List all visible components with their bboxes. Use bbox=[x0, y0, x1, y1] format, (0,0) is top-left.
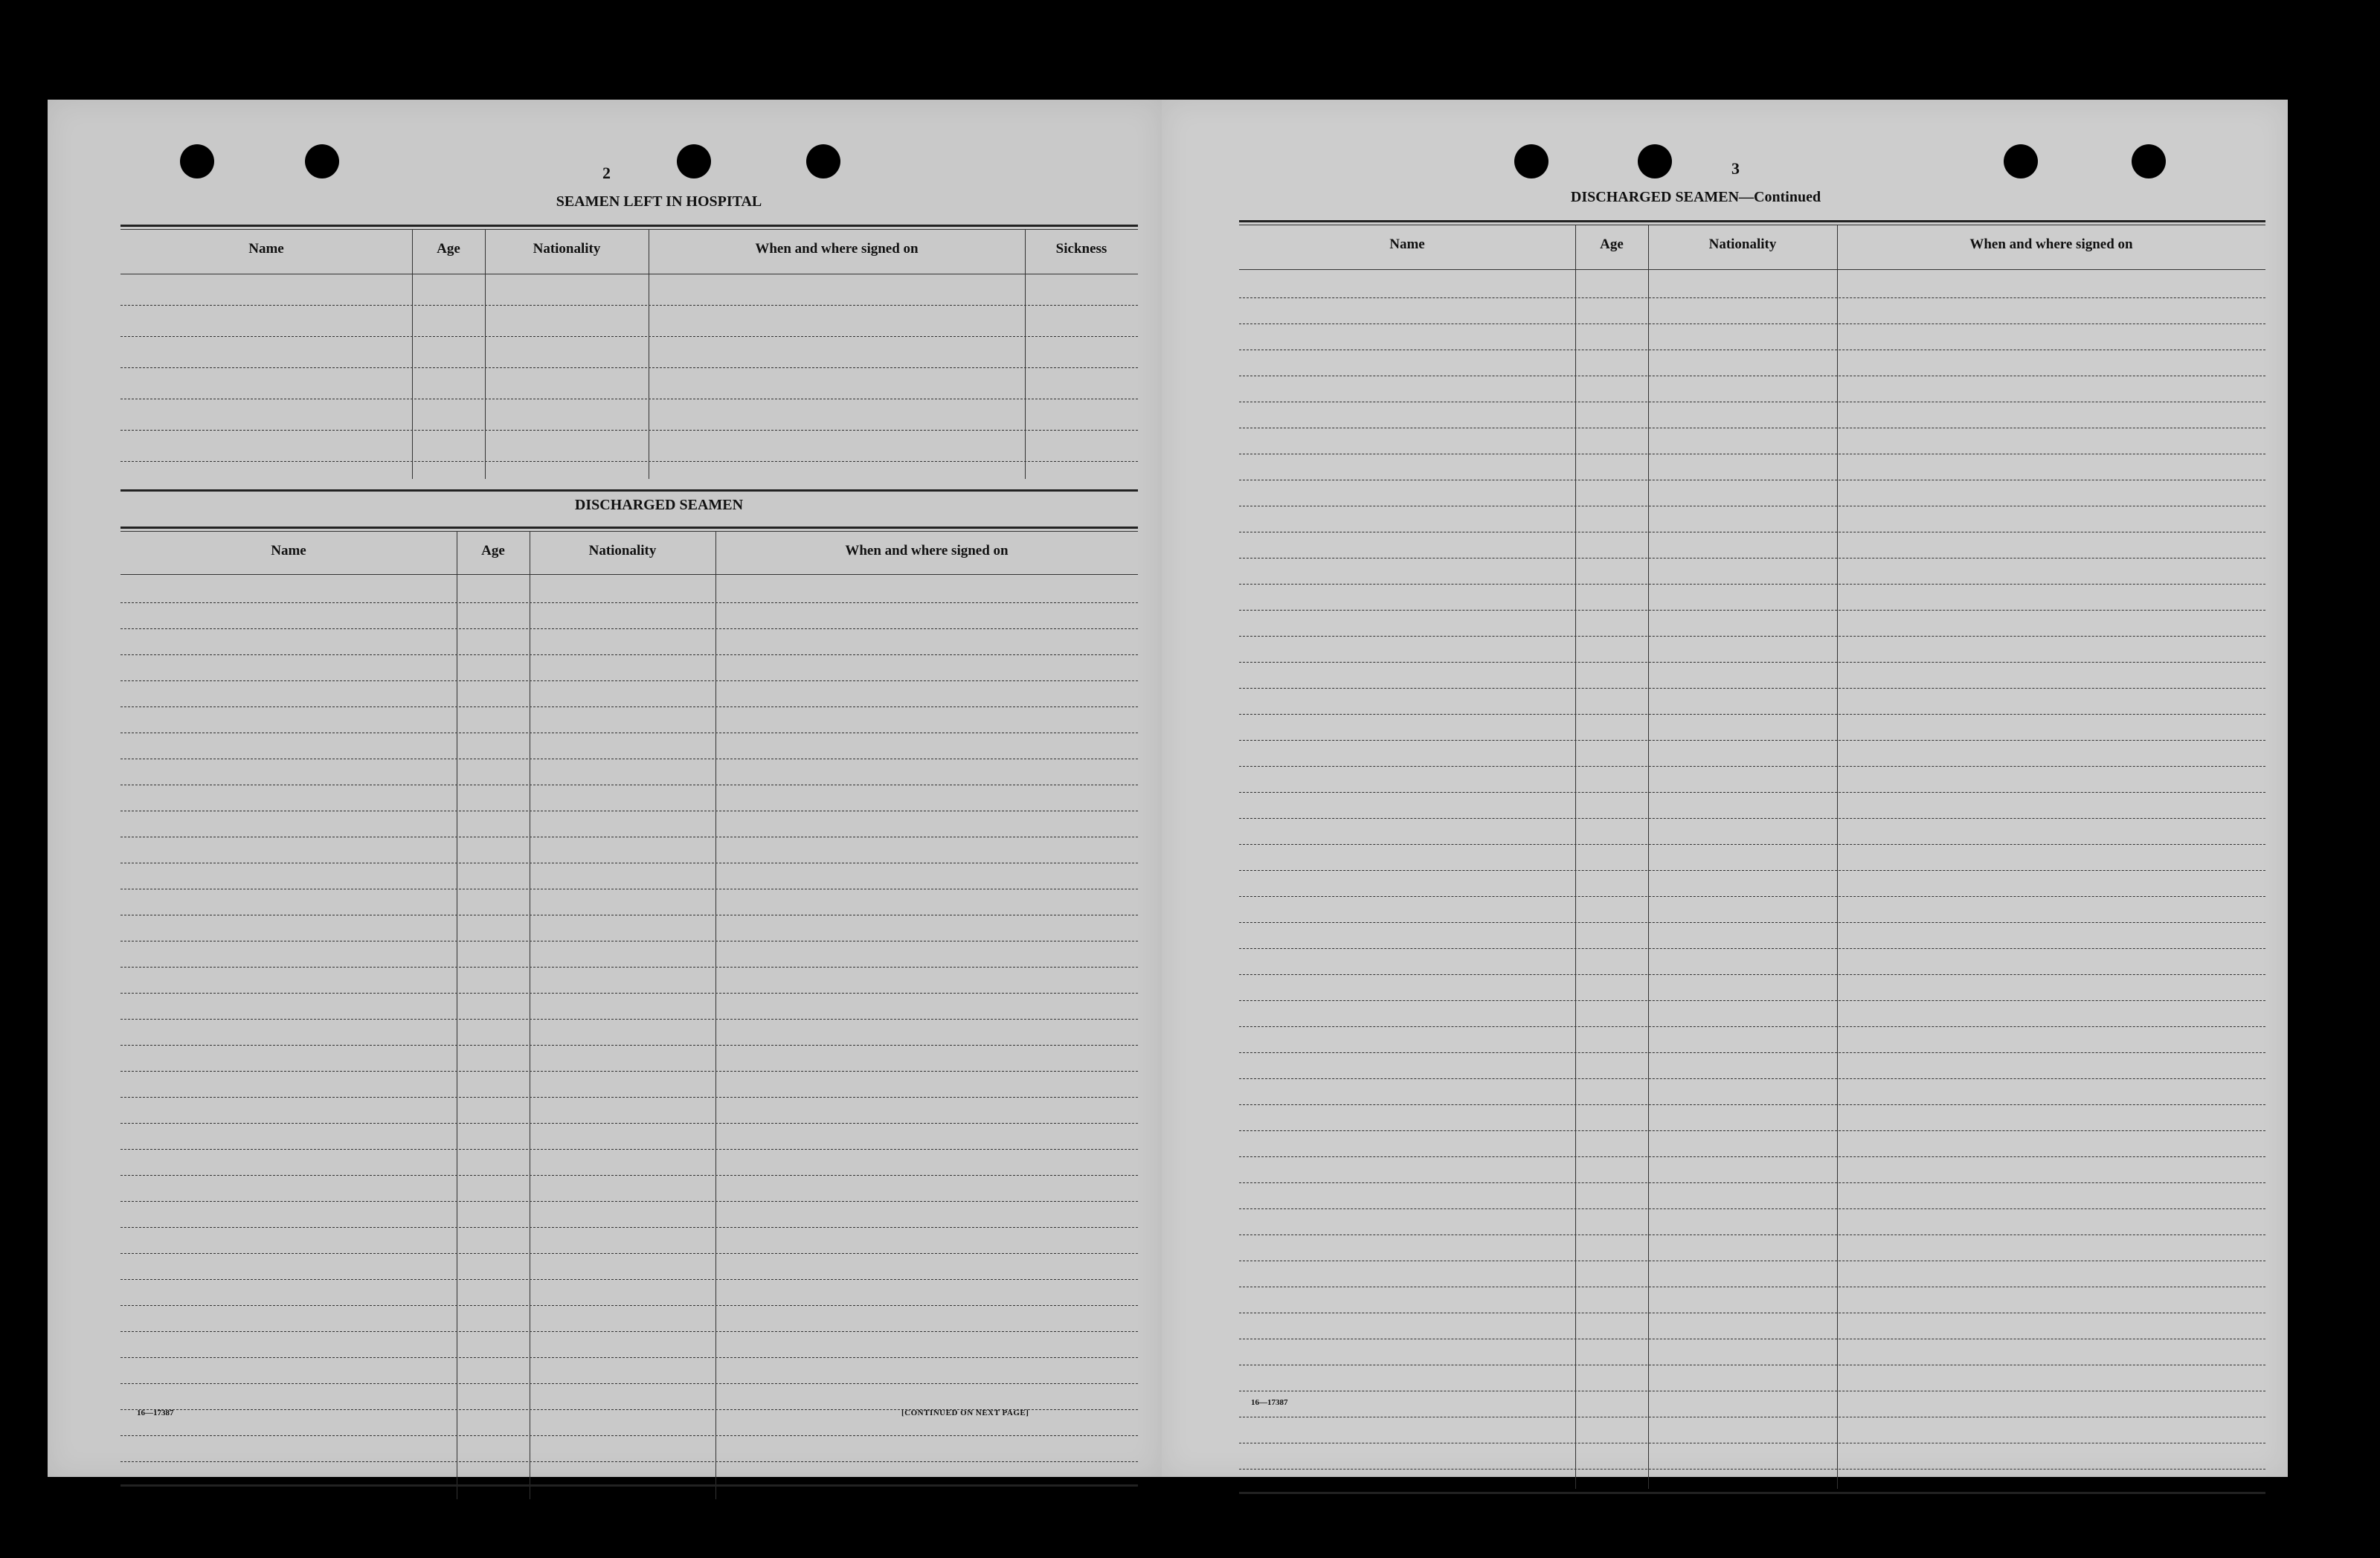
table-row-line bbox=[120, 1253, 1138, 1254]
col-header-sickness: Sickness bbox=[1055, 241, 1107, 257]
table-row-line bbox=[120, 1123, 1138, 1124]
table-row-line bbox=[120, 967, 1138, 968]
right-page bbox=[1162, 100, 2288, 1477]
col-header-signed-on: When and where signed on bbox=[845, 543, 1009, 559]
punch-hole bbox=[1514, 144, 1548, 178]
table-row-line bbox=[120, 1019, 1138, 1020]
table-row-line bbox=[120, 1435, 1138, 1436]
table-row-line bbox=[120, 1097, 1138, 1098]
table-row-line bbox=[120, 1461, 1138, 1462]
col-header-signed-on: When and where signed on bbox=[755, 241, 919, 257]
table-row-line bbox=[1239, 870, 2265, 871]
table-row-line bbox=[120, 628, 1138, 629]
discharged-continued-title: DISCHARGED SEAMEN—Continued bbox=[1570, 189, 1821, 205]
punch-hole bbox=[677, 144, 711, 178]
table-row-line bbox=[120, 1201, 1138, 1202]
table-row-line bbox=[120, 1175, 1138, 1176]
punch-hole bbox=[180, 144, 214, 178]
table-row-line bbox=[120, 305, 1138, 306]
table-row-line bbox=[1239, 1156, 2265, 1157]
table-row-line bbox=[1239, 636, 2265, 637]
table-row-line bbox=[120, 1357, 1138, 1358]
discharged-continued-table bbox=[1239, 220, 2265, 1489]
table-bottom-rule bbox=[120, 489, 1138, 492]
form-number: 16—17387 bbox=[1251, 1398, 1288, 1407]
table-row-line bbox=[120, 602, 1138, 603]
punch-hole bbox=[1638, 144, 1672, 178]
table-bottom-rule bbox=[120, 1484, 1138, 1487]
table-row-line bbox=[1239, 1026, 2265, 1027]
form-number: 16—17387 bbox=[137, 1409, 174, 1417]
table-row-line bbox=[1239, 1052, 2265, 1053]
punch-hole bbox=[806, 144, 840, 178]
col-header-name: Name bbox=[248, 241, 284, 257]
col-header-nationality: Nationality bbox=[588, 543, 657, 559]
table-row-line bbox=[1239, 662, 2265, 663]
table-row-line bbox=[1239, 297, 2265, 298]
table-row-line bbox=[1239, 714, 2265, 715]
table-row-line bbox=[1239, 1469, 2265, 1470]
table-row-line bbox=[1239, 1078, 2265, 1079]
table-row-line bbox=[120, 336, 1138, 337]
table-row-line bbox=[1239, 896, 2265, 897]
table-row-line bbox=[1239, 792, 2265, 793]
page-number: 3 bbox=[1731, 159, 1740, 178]
table-row-line bbox=[1239, 1130, 2265, 1131]
table-row-line bbox=[120, 1331, 1138, 1332]
table-row-line bbox=[1239, 922, 2265, 923]
punch-hole bbox=[2004, 144, 2038, 178]
table-row-line bbox=[1239, 558, 2265, 559]
table-row-line bbox=[120, 430, 1138, 431]
table-row-line bbox=[1239, 740, 2265, 741]
table-row-line bbox=[120, 1279, 1138, 1280]
table-row-line bbox=[1239, 1000, 2265, 1001]
punch-hole bbox=[305, 144, 339, 178]
table-row-line bbox=[120, 993, 1138, 994]
table-row-line bbox=[1239, 818, 2265, 819]
table-row-line bbox=[120, 680, 1138, 681]
col-header-signed-on: When and where signed on bbox=[1969, 236, 2133, 252]
table-row-line bbox=[1239, 766, 2265, 767]
continued-note: [CONTINUED ON NEXT PAGE] bbox=[901, 1409, 1029, 1417]
table-row-line bbox=[1239, 974, 2265, 975]
table-row-line bbox=[120, 1227, 1138, 1228]
col-header-age: Age bbox=[1600, 236, 1624, 252]
col-header-age: Age bbox=[437, 241, 460, 257]
col-header-nationality: Nationality bbox=[1708, 236, 1777, 252]
punch-hole bbox=[2132, 144, 2166, 178]
col-header-name: Name bbox=[1389, 236, 1425, 252]
table-row-line bbox=[120, 1149, 1138, 1150]
table-row-line bbox=[120, 1071, 1138, 1072]
table-row-line bbox=[1239, 1104, 2265, 1105]
col-header-name: Name bbox=[271, 543, 306, 559]
hospital-table bbox=[120, 225, 1138, 479]
discharged-table bbox=[120, 527, 1138, 1499]
table-row-line bbox=[120, 461, 1138, 462]
table-row-line bbox=[1239, 1208, 2265, 1209]
hospital-title: SEAMEN LEFT IN HOSPITAL bbox=[556, 193, 762, 210]
col-header-nationality: Nationality bbox=[533, 241, 601, 257]
table-row-line bbox=[120, 367, 1138, 368]
page-number: 2 bbox=[602, 164, 611, 182]
left-page bbox=[48, 100, 1162, 1477]
table-row-line bbox=[1239, 584, 2265, 585]
table-row-line bbox=[1239, 948, 2265, 949]
table-row-line bbox=[1239, 688, 2265, 689]
table-row-line bbox=[1239, 323, 2265, 324]
table-row-line bbox=[120, 706, 1138, 707]
table-row-line bbox=[1239, 844, 2265, 845]
table-row-line bbox=[120, 1383, 1138, 1384]
table-row-line bbox=[120, 654, 1138, 655]
table-row-line bbox=[1239, 610, 2265, 611]
discharged-title: DISCHARGED SEAMEN bbox=[574, 497, 744, 513]
col-header-age: Age bbox=[481, 543, 505, 559]
table-bottom-rule bbox=[1239, 1492, 2265, 1494]
table-row-line bbox=[120, 1305, 1138, 1306]
table-row-line bbox=[1239, 1182, 2265, 1183]
table-row-line bbox=[120, 1045, 1138, 1046]
